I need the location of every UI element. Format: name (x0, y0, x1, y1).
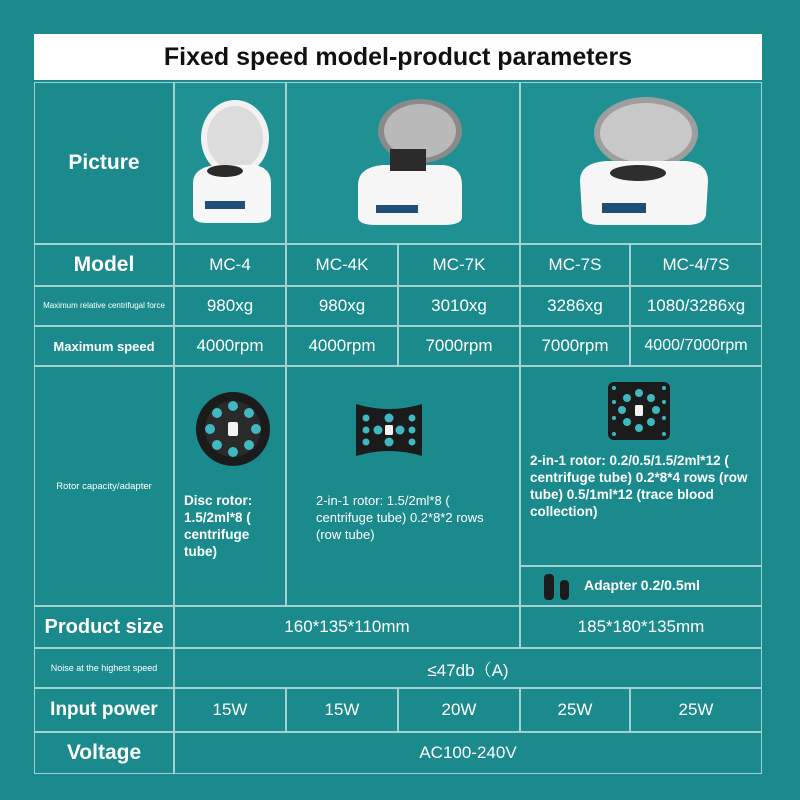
power-mc4k: 15W (286, 688, 398, 732)
adapter-icon (540, 572, 576, 602)
power-mc47s: 25W (630, 688, 762, 732)
product-image-mc4 (174, 82, 286, 244)
disc-rotor-icon (194, 390, 272, 468)
label-noise: Noise at the highest speed (34, 648, 174, 688)
rcf-mc4k: 980xg (286, 286, 398, 326)
product-size-small: 160*135*110mm (174, 606, 520, 648)
parameters-table (34, 82, 762, 774)
speed-mc4k: 4000rpm (286, 326, 398, 366)
speed-mc7k: 7000rpm (398, 326, 520, 366)
rcf-mc7s: 3286xg (520, 286, 630, 326)
model-mc47s: MC-4/7S (630, 244, 762, 286)
two-in-one-rotor-b-icon (606, 380, 672, 442)
product-size-large: 185*180*135mm (520, 606, 762, 648)
label-model: Model (34, 244, 174, 286)
disc-rotor-description: Disc rotor: 1.5/2ml*8 ( centrifuge tube) (184, 493, 253, 559)
model-mc7s: MC-7S (520, 244, 630, 286)
label-input-power: Input power (34, 688, 174, 732)
noise-value: ≤47db（A) (174, 648, 762, 688)
two-in-one-rotor-a-description: 2-in-1 rotor: 1.5/2ml*8 ( centrifuge tube) 0.2*8*2 rows (row tube) (316, 493, 484, 542)
model-mc4k: MC-4K (286, 244, 398, 286)
two-in-one-rotor-icon (352, 398, 426, 462)
label-rotor-capacity: Rotor capacity/adapter (34, 366, 174, 606)
rcf-mc7k: 3010xg (398, 286, 520, 326)
model-mc4: MC-4 (174, 244, 286, 286)
rcf-mc4: 980xg (174, 286, 286, 326)
label-voltage: Voltage (34, 732, 174, 774)
rcf-mc47s: 1080/3286xg (630, 286, 762, 326)
label-max-rcf: Maximum relative centrifugal force (34, 286, 174, 326)
speed-mc47s: 4000/7000rpm (630, 326, 762, 366)
product-image-mc4k-mc7k (286, 82, 520, 244)
two-in-one-rotor-b-description: 2-in-1 rotor: 0.2/0.5/1.5/2ml*12 ( centrifuge tube) 0.2*8*4 rows (row tube) 0.5/1ml*12 (trace blood collection) (530, 453, 748, 519)
page-title: Fixed speed model-product parameters (34, 34, 762, 80)
product-image-mc7s (520, 82, 762, 244)
adapter-description: Adapter 0.2/0.5ml (584, 577, 700, 593)
speed-mc7s: 7000rpm (520, 326, 630, 366)
power-mc7k: 20W (398, 688, 520, 732)
label-product-size: Product size (34, 606, 174, 648)
model-mc7k: MC-7K (398, 244, 520, 286)
speed-mc4: 4000rpm (174, 326, 286, 366)
power-mc4: 15W (174, 688, 286, 732)
voltage-value: AC100-240V (174, 732, 762, 774)
power-mc7s: 25W (520, 688, 630, 732)
label-picture: Picture (34, 82, 174, 244)
label-max-speed: Maximum speed (34, 326, 174, 366)
